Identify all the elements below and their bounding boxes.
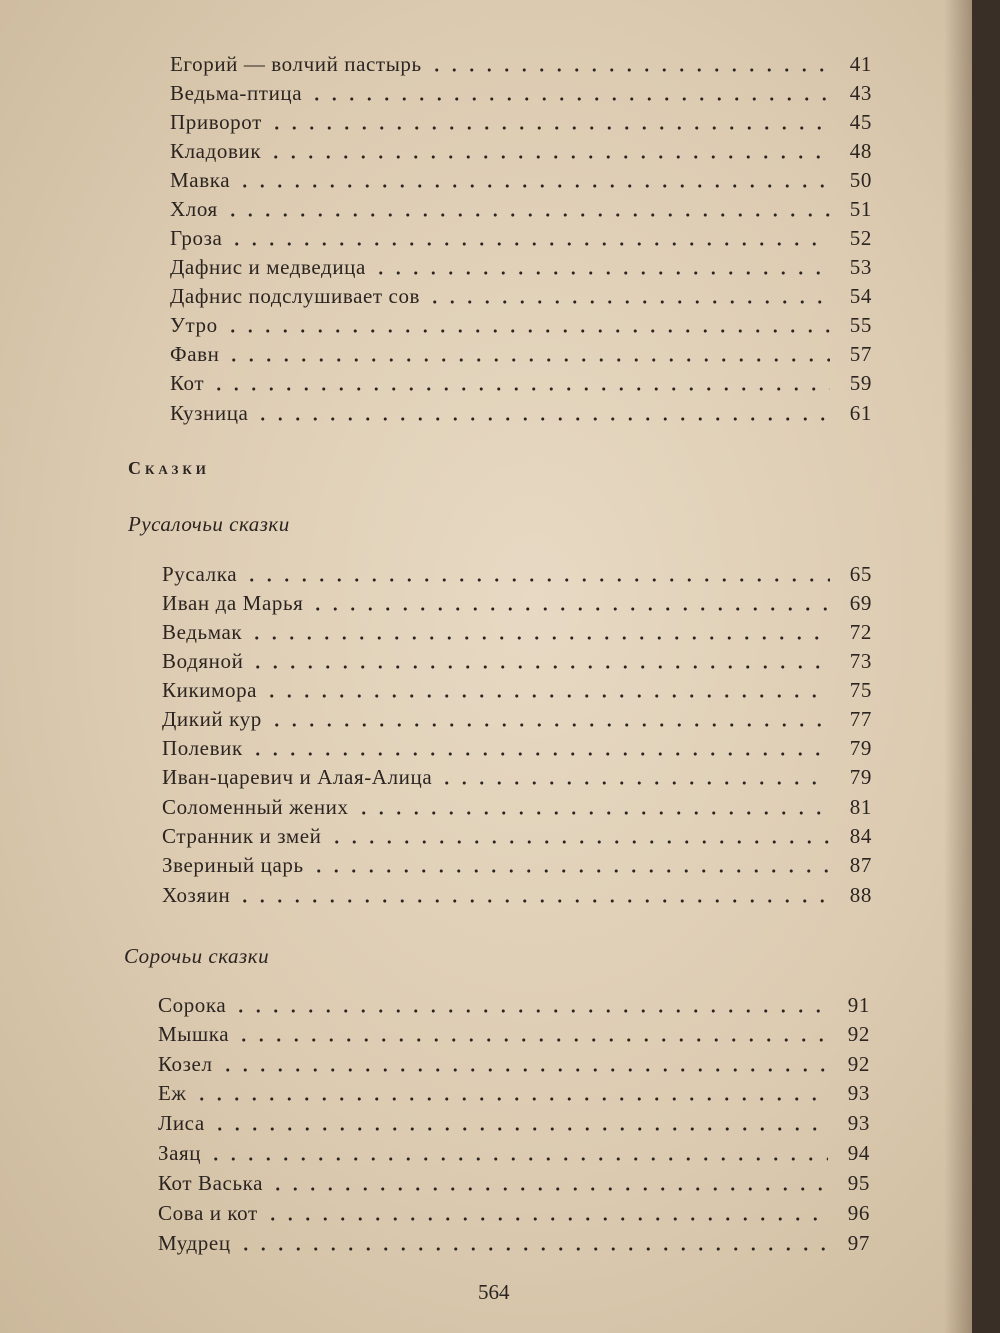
toc-entry [170, 335, 872, 365]
toc-entry-page: 93 [847, 1111, 870, 1135]
dot-leader [267, 155, 830, 159]
toc-entry-page: 51 [849, 197, 872, 221]
toc-entry-title: Странник и змей [162, 824, 322, 848]
toc-entry [170, 364, 872, 394]
toc-entry-title: Сова и кот [158, 1201, 258, 1225]
toc-entry-page: 61 [849, 401, 872, 425]
toc-entry-title: Приворот [170, 110, 262, 134]
dot-leader [428, 68, 830, 72]
toc-entry-title: Кузница [170, 401, 249, 425]
toc-entry-page: 81 [849, 795, 872, 819]
toc-entry-title: Русалка [162, 562, 238, 586]
toc-entry-title: Полевик [162, 736, 243, 760]
toc-entry [162, 758, 872, 788]
toc-entry-page: 92 [847, 1022, 870, 1046]
toc-entry-title: Еж [158, 1081, 187, 1105]
toc-entry [170, 103, 872, 133]
toc-entry-title: Утро [170, 313, 218, 337]
toc-entry-page: 88 [849, 883, 872, 907]
toc-entry-page: 94 [847, 1141, 870, 1165]
toc-entry-page: 79 [849, 736, 872, 760]
dot-leader [235, 1038, 828, 1042]
toc-entry-page: 69 [849, 591, 872, 615]
toc-entry-page: 95 [847, 1171, 870, 1195]
dot-leader [207, 1157, 828, 1161]
toc-entry-page: 87 [849, 853, 872, 877]
toc-entry-title: Козел [158, 1052, 213, 1076]
toc-entry-title: Ведьма-птица [170, 81, 303, 105]
toc-entry [158, 1104, 870, 1134]
toc-entry-title: Сорока [158, 993, 227, 1017]
toc-entry [162, 846, 872, 876]
toc-entry [170, 248, 872, 278]
dot-leader [236, 899, 830, 903]
dot-leader [210, 387, 830, 391]
toc-entry-page: 54 [849, 284, 872, 308]
toc-entry-title: Соломенный жених [162, 795, 349, 819]
dot-leader [264, 1217, 828, 1221]
toc-entry-title: Хлоя [170, 197, 218, 221]
toc-entry-page: 79 [849, 765, 872, 789]
dot-leader [263, 694, 830, 698]
dot-leader [355, 811, 830, 815]
toc-entry [162, 584, 872, 614]
dot-leader [248, 636, 830, 640]
dot-leader [228, 242, 830, 246]
dot-leader [193, 1097, 828, 1101]
toc-entry-page: 75 [849, 678, 872, 702]
toc-entry-title: Дафнис и медведица [170, 255, 366, 279]
toc-entry-page: 72 [849, 620, 872, 644]
toc-entry-title: Гроза [170, 226, 223, 250]
toc-entry-title: Кот [170, 371, 205, 395]
toc-entry-title: Мудрец [158, 1231, 231, 1255]
toc-entry [162, 817, 872, 847]
toc-entry-page: 77 [849, 707, 872, 731]
toc-entry-page: 93 [847, 1081, 870, 1105]
toc-entry-title: Водяной [162, 649, 244, 673]
toc-entry [162, 642, 872, 672]
dot-leader [438, 781, 830, 785]
toc-entry-page: 97 [847, 1231, 870, 1255]
subheading-rusalochi: Русалочьи сказки [128, 512, 290, 536]
toc-entry-page: 53 [849, 255, 872, 279]
toc-entry-page: 65 [849, 562, 872, 586]
toc-entry [170, 45, 872, 75]
toc-entry-page: 96 [847, 1201, 870, 1225]
dot-leader [249, 752, 830, 756]
toc-entry-title: Фавн [170, 342, 220, 366]
toc-entry [162, 613, 872, 643]
toc-entry-title: Мышка [158, 1022, 230, 1046]
dot-leader [219, 1068, 828, 1072]
toc-entry [162, 700, 872, 730]
toc-entry [162, 788, 872, 818]
dot-leader [372, 271, 830, 275]
toc-entry [170, 277, 872, 307]
toc-entry [162, 876, 872, 906]
toc-entry-title: Лиса [158, 1111, 205, 1135]
toc-entry-page: 59 [849, 371, 872, 395]
toc-entry-page: 48 [849, 139, 872, 163]
toc-entry-page: 45 [849, 110, 872, 134]
toc-entry-title: Дафнис подслушивает сов [170, 284, 421, 308]
toc-entry-title: Иван да Марья [162, 591, 304, 615]
toc-entry-page: 52 [849, 226, 872, 250]
toc-entry-title: Хозяин [162, 883, 231, 907]
toc-entry-title: Мавка [170, 168, 231, 192]
toc-entry-title: Кот Васька [158, 1171, 264, 1195]
dot-leader [254, 417, 830, 421]
toc-entry-title: Ведьмак [162, 620, 243, 644]
toc-entry [162, 671, 872, 701]
dot-leader [249, 665, 830, 669]
page-number-folio: 564 [478, 1280, 510, 1304]
toc-entry-title: Иван-царевич и Алая-Алица [162, 765, 433, 789]
dot-leader [309, 607, 830, 611]
toc-entry-page: 73 [849, 649, 872, 673]
dot-leader [232, 1009, 828, 1013]
toc-entry [158, 1015, 870, 1045]
toc-entry [162, 555, 872, 585]
toc-entry-page: 41 [849, 52, 872, 76]
toc-entry-page: 92 [847, 1052, 870, 1076]
toc-entry [170, 132, 872, 162]
toc-entry [170, 306, 872, 336]
dot-leader [310, 869, 830, 873]
toc-entry [158, 1224, 870, 1254]
dot-leader [224, 329, 830, 333]
toc-entry [158, 1074, 870, 1104]
toc-entry-title: Кикимора [162, 678, 258, 702]
dot-leader [269, 1187, 828, 1191]
toc-entry-page: 84 [849, 824, 872, 848]
toc-entry-title: Дикий кур [162, 707, 262, 731]
section-heading: Сказки [128, 458, 210, 478]
toc-entry-title: Звериный царь [162, 853, 304, 877]
dot-leader [237, 1247, 828, 1251]
dot-leader [426, 300, 830, 304]
toc-entry [170, 219, 872, 249]
toc-entry-page: 57 [849, 342, 872, 366]
toc-entry-title: Кладовик [170, 139, 262, 163]
dot-leader [308, 97, 830, 101]
toc-entry [158, 1045, 870, 1075]
dot-leader [243, 578, 830, 582]
toc-entry-title: Егорий — волчий пастырь [170, 52, 422, 76]
dot-leader [224, 213, 830, 217]
toc-entry-page: 50 [849, 168, 872, 192]
toc-entry-page: 55 [849, 313, 872, 337]
toc-entry [158, 1134, 870, 1164]
dot-leader [268, 723, 830, 727]
dot-leader [211, 1127, 828, 1131]
dot-leader [236, 184, 830, 188]
toc-entry [170, 161, 872, 191]
dot-leader [328, 840, 831, 844]
toc-entry-title: Заяц [158, 1141, 202, 1165]
toc-entry-page: 43 [849, 81, 872, 105]
toc-entry [170, 74, 872, 104]
toc-entry-page: 91 [847, 993, 870, 1017]
toc-entry [170, 190, 872, 220]
dot-leader [268, 126, 830, 130]
toc-entry [162, 729, 872, 759]
toc-entry [158, 1194, 870, 1224]
toc-entry [170, 394, 872, 424]
dot-leader [225, 358, 830, 362]
toc-entry [158, 1164, 870, 1194]
subheading-sorochi: Сорочьи сказки [124, 944, 270, 968]
toc-entry [158, 986, 870, 1016]
